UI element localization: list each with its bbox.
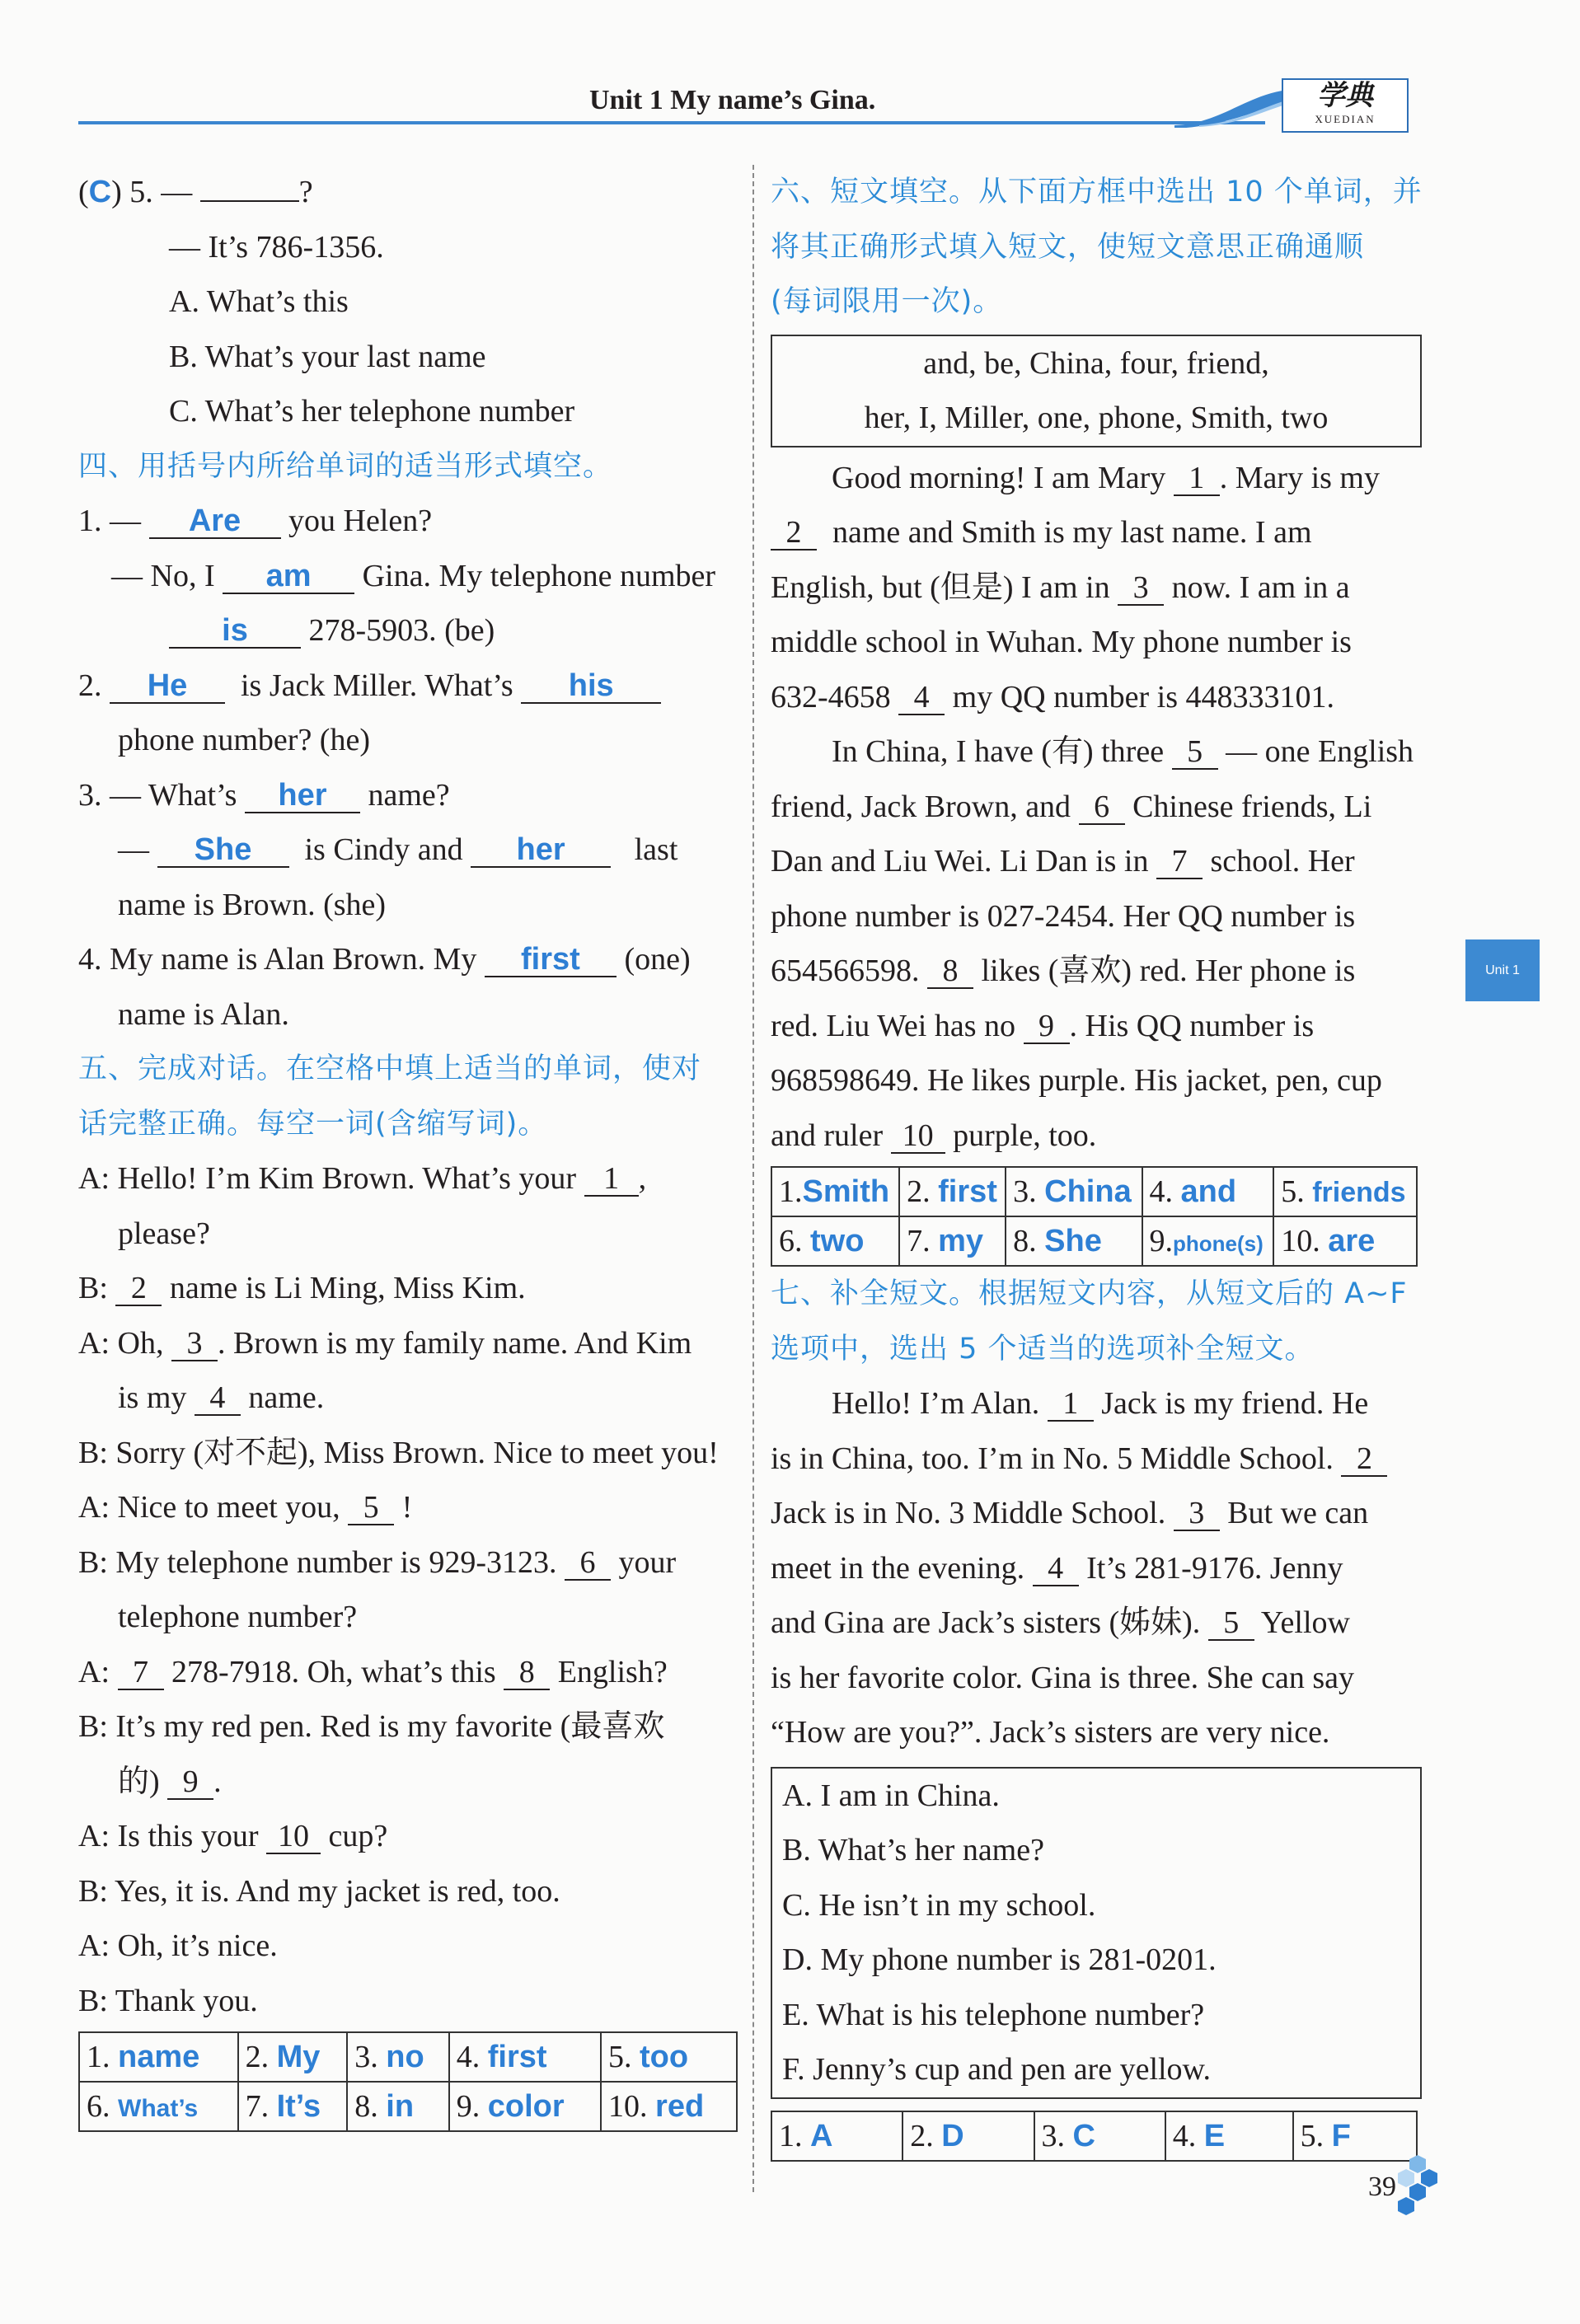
answer-blank: her: [245, 779, 360, 813]
answer-cell: 4. E: [1165, 2111, 1293, 2161]
q5-answer: C: [88, 175, 112, 209]
number-blank: 2: [1341, 1442, 1387, 1477]
dialog-line: A: Nice to meet you, 5 !: [78, 1490, 413, 1525]
s4-item-4: 4. My name is Alan Brown. My first (one): [78, 942, 691, 977]
answer-cell: 5. F: [1293, 2111, 1417, 2161]
dialog-line: B: 2 name is Li Ming, Miss Kim.: [78, 1271, 526, 1305]
number-blank: 5: [348, 1491, 394, 1525]
number-blank: 3: [1174, 1497, 1220, 1531]
page-header: [78, 78, 1418, 136]
answer-cell: 8. She: [1006, 1216, 1142, 1266]
section-6-title-2: 将其正确形式填入短文，使短文意思正确通顺: [771, 230, 1365, 264]
number-blank: 1: [584, 1162, 639, 1197]
dialog-line: A: 7 278-7918. Oh, what’s this 8 English?: [78, 1654, 668, 1689]
section-6-title-3: (每词限用一次)。: [771, 285, 1003, 318]
answer-blank: He: [110, 669, 225, 704]
number-blank: 2: [771, 516, 817, 551]
answer-cell: 5. too: [601, 2032, 737, 2082]
dialog-line: A: Oh, 3 . Brown is my family name. And Kim: [78, 1325, 692, 1361]
answer-cell: 10. are: [1273, 1216, 1417, 1266]
answer-cell: 3. China: [1006, 1167, 1142, 1216]
s4-item-2-cont: phone number? (he): [118, 723, 370, 757]
answer-cell: 6. two: [771, 1216, 899, 1266]
section-7-answer-table: [771, 2111, 1418, 2162]
dialog-line: please?: [118, 1216, 210, 1251]
passage-line: middle school in Wuhan. My phone number is: [771, 625, 1352, 659]
answer-cell: 6. What’s: [79, 2082, 238, 2131]
s4-item-3-response: — She is Cindy and her last: [118, 832, 678, 867]
answer-cell: 9.phone(s): [1142, 1216, 1274, 1266]
number-blank: 8: [927, 954, 973, 989]
dialog-line: A: Is this your 10 cup?: [78, 1819, 388, 1853]
dialog-line: 的) 9 .: [118, 1764, 222, 1799]
answer-blank: Are: [149, 504, 281, 539]
q5-stem: (C) 5. — ?: [78, 175, 313, 209]
answer-blank: am: [223, 560, 354, 594]
option-a: A. I am in China.: [782, 1778, 1000, 1813]
answer-cell: 2. D: [903, 2111, 1034, 2161]
answer-blank: is: [169, 614, 301, 649]
s4-item-1-cont: is 278-5903. (be): [78, 603, 738, 658]
answer-cell: 3. C: [1034, 2111, 1165, 2161]
number-blank: 3: [171, 1327, 218, 1361]
number-blank: 9: [1024, 1010, 1070, 1044]
answer-cell: 3. no: [347, 2032, 448, 2082]
answer-blank: She: [157, 833, 289, 868]
answer-cell: 2. My: [238, 2032, 348, 2082]
section-7-title-2: 选项中，选出 5 个适当的选项补全短文。: [771, 1332, 1315, 1366]
unit-side-tab: Unit 1: [1465, 939, 1540, 1001]
section-4-title: 四、用括号内所给单词的适当形式填空。: [78, 449, 613, 483]
hexagon-decoration-icon: [1393, 2155, 1442, 2221]
section-6-answer-table: [771, 1166, 1418, 1267]
section-6-title-1: 六、短文填空。从下面方框中选出 10 个单词，并: [771, 176, 1423, 209]
section-5-answer-table: [78, 2031, 738, 2132]
answer-blank: first: [485, 943, 617, 977]
number-blank: 7: [118, 1656, 164, 1690]
number-blank: 4: [1033, 1552, 1079, 1586]
number-blank: 6: [565, 1546, 611, 1581]
options-box: [771, 1767, 1422, 2099]
dialog-line: B: Thank you.: [78, 1983, 258, 2018]
number-blank: 1: [1174, 462, 1220, 496]
passage-line: 968598649. He likes purple. His jacket, pen, cup: [771, 1063, 1382, 1098]
answer-cell: 4. and: [1142, 1167, 1274, 1216]
s4-item-3-cont: name is Brown. (she): [118, 887, 387, 922]
passage-line: 632-4658 4 my QQ number is 448333101.: [771, 679, 1335, 715]
section-5-title-1: 五、完成对话。在空格中填上适当的单词，使对: [78, 1052, 702, 1085]
passage-line: Hello! I’m Alan. 1 Jack is my friend. He: [832, 1386, 1369, 1421]
dialog-line: B: Sorry (对不起), Miss Brown. Nice to meet you!: [78, 1435, 719, 1470]
answer-cell: 7. my: [899, 1216, 1006, 1266]
passage-line: and Gina are Jack’s sisters (姊妹). 5 Yellow: [771, 1605, 1350, 1640]
s4-item-4-cont: name is Alan.: [118, 996, 289, 1032]
option-c: C. He isn’t in my school.: [782, 1887, 1096, 1923]
q5-option-b: B. What’s your last name: [169, 339, 486, 374]
option-b: B. What’s her name?: [782, 1833, 1044, 1867]
number-blank: 10: [266, 1820, 321, 1854]
answer-cell: 5. friends: [1273, 1167, 1417, 1216]
q5-option-c: C. What’s her telephone number: [169, 394, 575, 429]
number-blank: 1: [1048, 1387, 1094, 1422]
dialog-line: telephone number?: [118, 1600, 358, 1634]
dialog-line: A: Hello! I’m Kim Brown. What’s your 1 ,: [78, 1161, 647, 1196]
answer-cell: 1.Smith: [771, 1167, 899, 1216]
s4-item-1-response: — No, I am Gina. My telephone number: [111, 558, 716, 593]
answer-cell: 9. color: [449, 2082, 601, 2131]
answer-cell: 7. It’s: [238, 2082, 348, 2131]
option-d: D. My phone number is 281-0201.: [782, 1942, 1217, 1977]
passage-line: is her favorite color. Gina is three. She can say: [771, 1660, 1355, 1695]
passage-line: meet in the evening. 4 It’s 281-9176. Jenny: [771, 1550, 1343, 1586]
answer-cell: 4. first: [449, 2032, 601, 2082]
s4-item-2: 2. He is Jack Miller. What’s his: [78, 658, 738, 714]
number-blank: 5: [1172, 735, 1218, 770]
q5-option-a: A. What’s this: [169, 284, 349, 319]
option-f: F. Jenny’s cup and pen are yellow.: [782, 2052, 1212, 2087]
section-5-title-2: 话完整正确。每空一词(含缩写词)。: [78, 1107, 548, 1141]
passage-line: and ruler 10 purple, too.: [771, 1117, 1097, 1153]
q5-response: — It’s 786-1356.: [169, 229, 384, 265]
number-blank: 6: [1079, 790, 1125, 825]
section-7-title-1: 七、补全短文。根据短文内容，从短文后的 A~F: [771, 1277, 1408, 1310]
column-divider: [752, 165, 754, 2192]
passage-line: 2 name and Smith is my last name. I am: [771, 505, 1422, 560]
number-blank: 10: [891, 1119, 945, 1154]
passage-line: friend, Jack Brown, and 6 Chinese friends, Li: [771, 789, 1372, 824]
answer-cell: 1. A: [771, 2111, 903, 2161]
dialog-line: B: It’s my red pen. Red is my favorite (最喜欢: [78, 1709, 665, 1744]
answer-blank: his: [521, 669, 661, 704]
number-blank: 4: [195, 1381, 241, 1416]
answer-cell: 1. name: [79, 2032, 238, 2082]
passage-line: English, but (但是) I am in 3 now. I am in a: [771, 569, 1350, 605]
number-blank: 2: [115, 1272, 162, 1306]
option-e: E. What is his telephone number?: [782, 1997, 1205, 2032]
number-blank: 5: [1208, 1606, 1254, 1641]
number-blank: 8: [504, 1656, 550, 1690]
answer-cell: 2. first: [899, 1167, 1006, 1216]
dialog-line: is my 4 name.: [118, 1380, 325, 1415]
answer-blank: her: [471, 833, 611, 868]
right-column: [771, 165, 1422, 2162]
passage-line: red. Liu Wei has no 9 . His QQ number is: [771, 1008, 1315, 1043]
passage-line: Jack is in No. 3 Middle School. 3 But we can: [771, 1496, 1369, 1530]
dialog-line: B: My telephone number is 929-3123. 6 your: [78, 1544, 677, 1580]
dialog-line: B: Yes, it is. And my jacket is red, too.: [78, 1873, 560, 1909]
s4-item-3: 3. — What’s her name?: [78, 777, 450, 813]
passage-line: Dan and Liu Wei. Li Dan is in 7 school. Her: [771, 844, 1355, 879]
number-blank: 4: [898, 681, 945, 715]
word-bank-line-1: and, be, China, four, friend,: [923, 345, 1269, 381]
passage-line: “How are you?”. Jack’s sisters are very nice.: [771, 1715, 1330, 1750]
unit-title: Unit 1 My name’s Gina.: [589, 85, 876, 115]
passage-line: In China, I have (有) three 5 — one English: [832, 734, 1414, 769]
dialog-line: A: Oh, it’s nice.: [78, 1928, 278, 1963]
passage-line: 654566598. 8 likes (喜欢) red. Her phone is: [771, 953, 1356, 988]
passage-line: is in China, too. I’m in No. 5 Middle School. 2: [771, 1431, 1422, 1487]
passage-line: Good morning! I am Mary 1 . Mary is my: [832, 460, 1380, 495]
word-bank-line-2: her, I, Miller, one, phone, Smith, two: [864, 401, 1329, 435]
number-blank: 9: [167, 1765, 213, 1800]
answer-cell: 10. red: [601, 2082, 737, 2131]
s4-item-1: 1. — Are you Helen?: [78, 504, 433, 538]
answer-cell: 8. in: [347, 2082, 448, 2131]
header-rule: [78, 121, 1265, 124]
word-bank-box: [771, 335, 1422, 447]
passage-line: phone number is 027-2454. Her QQ number is: [771, 898, 1356, 934]
brand-logo: 学典 XUEDIAN: [1282, 78, 1409, 133]
left-column: [78, 165, 738, 2132]
number-blank: 3: [1118, 571, 1164, 606]
number-blank: 7: [1156, 845, 1203, 879]
page-number: 39: [1368, 2172, 1396, 2202]
